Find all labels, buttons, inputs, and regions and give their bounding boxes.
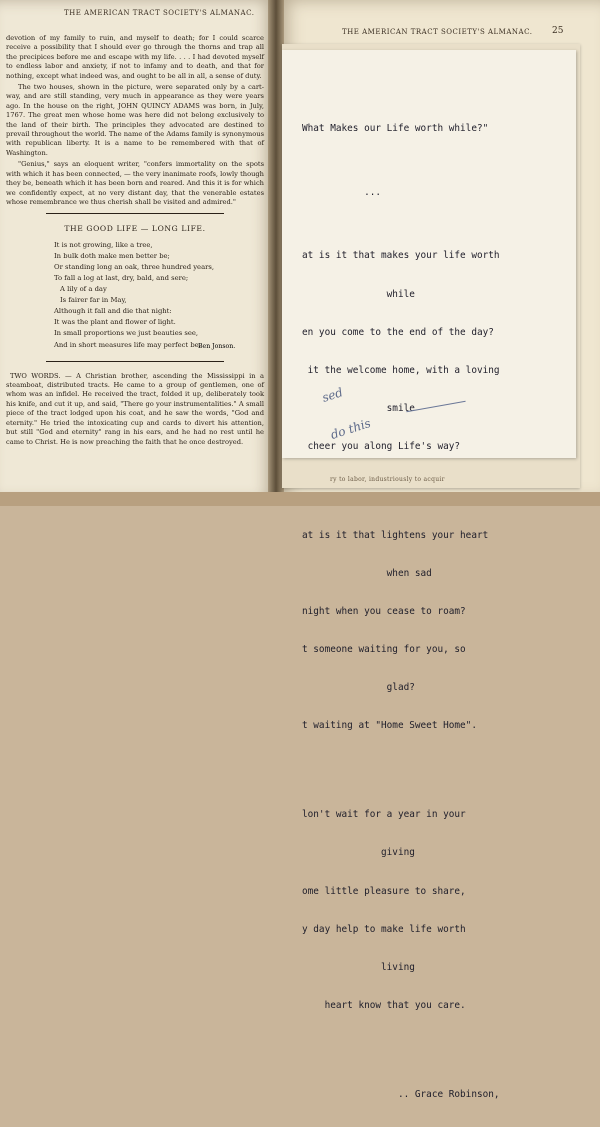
paragraph-houses: The two houses, shown in the picture, were separated only by a cart-way, and are still standing, very much in appearance as they were years ago. In the house on the right, JOHN QUINCY ADAMS was born, in July, 1767. The great men whose home was here did not belong exclusively to the land of their birth. The principles they advocated are destined to prevail throughout the world. The name of the Adams family is synonymous with republican liberty. It is a name to be remembered with that of Washington. xyxy=(6,83,264,157)
typed-line: at is it that makes your life worth xyxy=(302,250,500,262)
poem-line: Or standing long an oak, three hundred years, xyxy=(54,262,215,271)
typed-line: at is it that lightens your heart xyxy=(302,529,489,541)
poem-line: Is fairer far in May, xyxy=(60,296,127,305)
typed-line: living xyxy=(302,961,415,973)
poem xyxy=(54,240,264,351)
section-divider xyxy=(46,213,224,214)
poem-line: It is not growing, like a tree, xyxy=(54,240,153,249)
poem-line: In bulk doth make men better be; xyxy=(54,251,170,260)
left-page xyxy=(0,0,276,500)
typed-line: What Makes our Life worth while?" xyxy=(302,123,489,135)
handwritten-note: sed xyxy=(320,385,345,405)
typed-line: .. Grace Robinson, xyxy=(302,1088,500,1100)
page-number: 25 xyxy=(552,26,564,36)
typed-line: while xyxy=(302,288,415,300)
section-title-good-life: THE GOOD LIFE — LONG LIFE. xyxy=(64,224,206,234)
poem-line: It was the plant and flower of light. xyxy=(54,318,176,327)
typed-line: it the welcome home, with a loving xyxy=(302,364,500,376)
handwritten-note: do this xyxy=(328,415,373,443)
typed-line: heart know that you care. xyxy=(302,999,466,1011)
page-bottom-edge xyxy=(0,492,600,506)
typed-line: y day help to make life worth xyxy=(302,923,466,935)
paragraph-genius: "Genius," says an eloquent writer, "confers immortality on the spots with which it has been connected, — the very inanimate roofs, lowly though they be, beneath which it has been born and reared. And this it is for which we confidently expect, at no very distant day, that the venerable estates whose remembrance we thus cherish shall be visited and admired." xyxy=(6,160,264,206)
poem-line: And in short measures life may perfect be. xyxy=(54,340,201,349)
poem-line: To fall a log at last, dry, bald, and sere; xyxy=(54,274,189,282)
typed-line: when sad xyxy=(302,568,432,580)
paragraph-devotion: devotion of my family to ruin, and myself to death; for I could scarce receive a possibility that I should ever go through the thorns and trap all the precipices before me and escape with my life. . . . I had devoted myself to endless labor and anxiety, if not to infamy and to death, and that for nothing, except what indeed was, and ought to be all in all, a sense of duty. xyxy=(6,34,264,80)
poem-line: A lily of a day xyxy=(60,285,107,294)
typed-line: giving xyxy=(302,847,415,859)
paragraph-two-words: TWO WORDS. — A Christian brother, ascending the Mississippi in a steamboat, distributed tracts. He came to a group of gentlemen, one of whom was an infidel. He received the tract, folded it up, deliberately took his knife, and cut it up, and said, "There go your instrumentalities." A small piece of the tract lodged upon his coat, and he saw the words, "God and eternity." He tried the intoxicating cup and cards to divert his attention, but still "God and eternity" rang in his ears, and he had no rest until he came to Christ. He is now preaching the faith that he once destroyed. xyxy=(6,371,264,446)
typed-line: glad? xyxy=(302,682,415,694)
right-page-header: THE AMERICAN TRACT SOCIETY'S ALMANAC. xyxy=(342,28,533,36)
poem-author: Ben Jonson. xyxy=(198,343,236,350)
typed-line: ome little pleasure to share, xyxy=(302,885,466,897)
typed-line: t someone waiting for you, so xyxy=(302,644,466,656)
typed-line: cheer you along Life's way? xyxy=(302,440,461,452)
typed-line: ... xyxy=(302,186,382,198)
typed-line: t waiting at "Home Sweet Home". xyxy=(302,720,477,732)
typed-line: en you come to the end of the day? xyxy=(302,326,494,338)
poem-line: In small proportions we just beauties see, xyxy=(54,329,199,338)
left-page-header: THE AMERICAN TRACT SOCIETY'S ALMANAC. xyxy=(64,9,255,17)
typed-line: night when you cease to roam? xyxy=(302,606,466,618)
typed-poem xyxy=(302,98,596,1127)
typed-line: lon't wait for a year in your xyxy=(302,809,466,821)
left-page-body xyxy=(6,34,264,449)
section-divider-2 xyxy=(46,361,224,362)
typed-line: smile xyxy=(302,402,415,414)
poem-line: Although it fall and die that night: xyxy=(54,307,172,316)
paper-bottom-text: ry to labor, industriously to acquir xyxy=(330,476,445,483)
